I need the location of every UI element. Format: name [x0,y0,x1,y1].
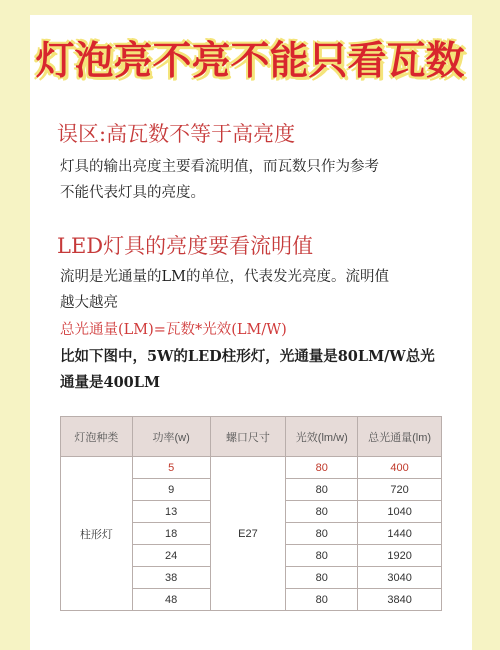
total-cell: 1440 [358,523,442,545]
example-line: 通量是400LM [60,374,161,391]
socket-cell: E27 [210,457,286,611]
efficacy-cell: 80 [286,567,358,589]
lamp-type-cell: 柱形灯 [61,457,133,611]
formula-line: 总光通量(LM)=瓦数*光效(LM/W) [60,322,287,338]
example-line: 比如下图中，5W的LED柱形灯，光通量是80LM/W总光 [60,348,435,365]
header-total-lumen: 总光通量(lm) [358,417,442,457]
efficacy-cell: 80 [286,589,358,611]
power-cell: 5 [132,457,210,479]
power-cell: 9 [132,479,210,501]
header-socket: 螺口尺寸 [210,417,286,457]
power-cell: 48 [132,589,210,611]
section-title-lumen: LED灯具的亮度要看流明值 [57,234,314,258]
efficacy-cell: 80 [286,501,358,523]
power-cell: 38 [132,567,210,589]
efficacy-cell: 80 [286,545,358,567]
table-header-row [61,417,442,457]
body-line: 越大越亮 [60,295,118,311]
header-efficacy: 光效(lm/w) [286,417,358,457]
power-cell: 18 [132,523,210,545]
efficacy-cell: 80 [286,457,358,479]
total-cell: 720 [358,479,442,501]
total-cell: 3840 [358,589,442,611]
headline: 灯泡亮不亮不能只看瓦数 [35,39,465,84]
header-power: 功率(w) [132,417,210,457]
efficacy-cell: 80 [286,479,358,501]
power-cell: 24 [132,545,210,567]
total-cell: 1040 [358,501,442,523]
body-line: 流明是光通量的LM的单位，代表发光亮度。流明值 [60,269,389,285]
body-line: 灯具的输出亮度主要看流明值，而瓦数只作为参考 [60,159,379,175]
table-row [61,457,442,479]
total-cell: 3040 [358,567,442,589]
total-cell: 1920 [358,545,442,567]
efficacy-cell: 80 [286,523,358,545]
lamp-spec-table [60,416,442,611]
power-cell: 13 [132,501,210,523]
header-lamp-type: 灯泡种类 [61,417,133,457]
total-cell: 400 [358,457,442,479]
body-line: 不能代表灯具的亮度。 [60,185,205,201]
section-title-misconception: 误区:高瓦数不等于高亮度 [57,122,296,146]
